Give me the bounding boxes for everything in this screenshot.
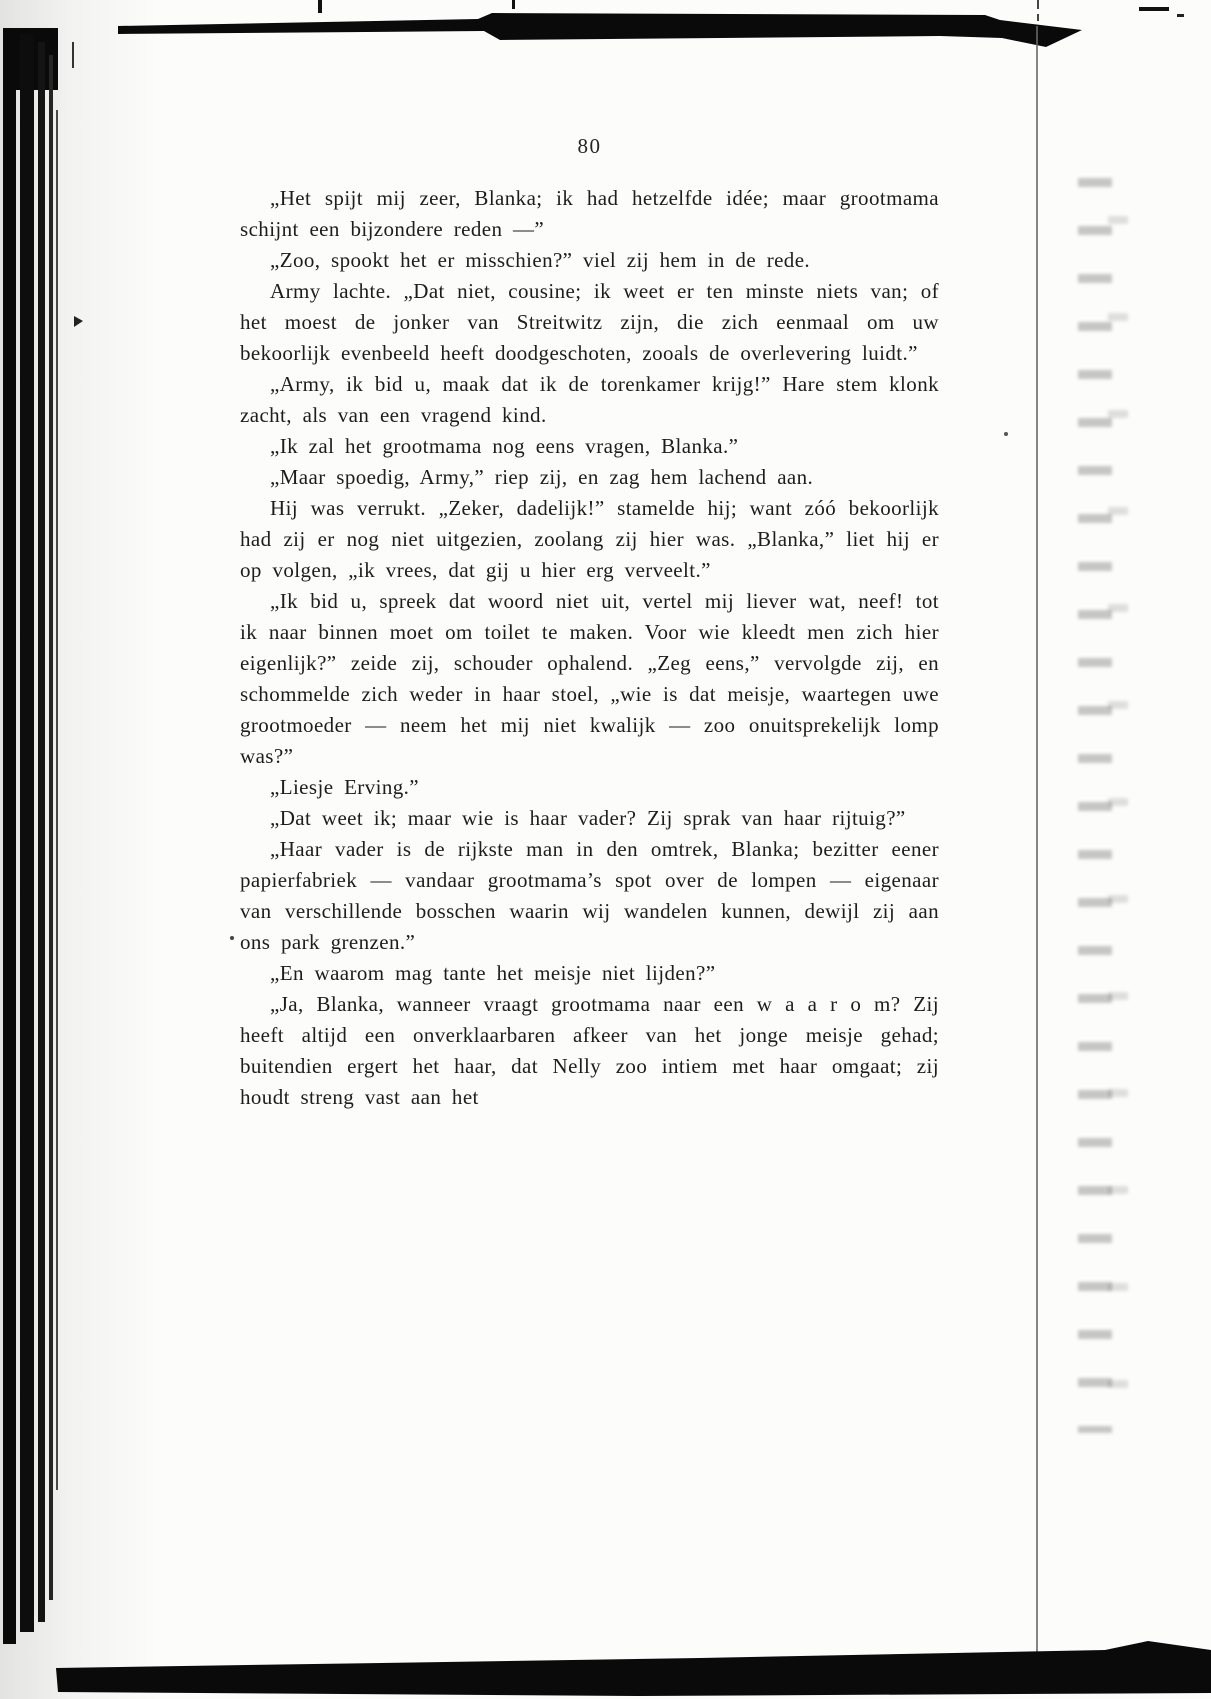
paragraph: Army lachte. „Dat niet, cousine; ik weet er ten minste niets van; of het moest de jonker van Streitwitz zijn, die zich eenmaal om uw bekoorlijk evenbeeld heeft doodgeschoten, zooals de overlevering luidt.” [240,279,939,365]
bleedthrough-text-marks [1078,178,1132,1433]
paragraph: „Het spijt mij zeer, Blanka; ik had hetzelfde idée; maar grootmama schijnt een bijzondere reden —” [240,186,939,241]
page-fold-dash-2 [1037,14,1039,21]
page-number: 80 [577,134,602,158]
paragraph: „Army, ik bid u, maak dat ik de torenkamer krijg!” Hare stem klonk zacht, als van een vragend kind. [240,372,939,427]
scan-artifact-top-strip [118,13,1082,47]
paragraph: „Ja, Blanka, wanneer vraagt grootmama naar een w a a r o m? Zij heeft altijd een onverklaarbaren afkeer van het jonge meisje gehad; buitendien ergert het haar, dat Nelly zoo intiem met haar omgaat; zij houdt streng vast aan het [240,992,939,1109]
text-block [240,183,939,1113]
scan-artifact-bottom-strip [56,1641,1211,1696]
binding-bar-3 [38,42,45,1622]
scan-speck-top-right-dot [1177,14,1184,17]
paragraph: „Ik zal het grootmama nog eens vragen, Blanka.” [270,434,739,458]
paragraph: „Liesje Erving.” [270,775,420,799]
ink-speck-1 [1004,432,1008,436]
paragraph: Hij was verrukt. „Zeker, dadelijk!” stamelde hij; want zóó bekoorlijk had zij er nog niet uitgezien, zoolang zij hier was. „Blanka,” liet hij er op volgen, „ik vrees, dat gij u hier erg verveelt.” [240,496,939,582]
scan-speck-top-1 [318,0,322,13]
paragraph: „Ik bid u, spreek dat woord niet uit, vertel mij liever wat, neef! tot ik naar binnen moet om toilet te maken. Voor wie kleedt men zich hier eigenlijk?” zeide zij, schouder ophalend. „Zeg eens,” vervolgde zij, en schommelde zich weder in haar stoel, „wie is dat meisje, waartegen uwe grootmoeder — neem het mij niet kwalijk — zoo onuitsprekelijk lomp was?” [240,589,939,768]
paragraph: „Dat weet ik; maar wie is haar vader? Zij sprak van haar rijtuig?” [270,806,906,830]
binding-bar-4 [49,55,53,1600]
binding-tick [72,42,74,68]
binding-arrow-mark [74,316,83,327]
scan-speck-top-2 [512,0,515,9]
binding-bar-blob [3,28,58,90]
paragraph: „Zoo, spookt het er misschien?” viel zij hem in de rede. [270,248,811,272]
page-fold-dash-1 [1037,0,1039,9]
paragraph: „Haar vader is de rijkste man in den omtrek, Blanka; bezitter eener papierfabriek — vandaar grootmama’s spot over de lompen — eigenaar van verschillende bosschen waarin wij wandelen kunnen, dewijl zij aan ons park grenzen.” [240,837,939,954]
binding-bar-1 [3,28,16,1644]
scan-speck-top-right-dash [1139,7,1169,11]
ink-speck-2 [230,936,234,940]
paragraph: „En waarom mag tante het meisje niet lijden?” [270,961,716,985]
page-fold-line [1036,26,1038,1672]
binding-shadow-gradient [0,0,170,1699]
paragraph: „Maar spoedig, Army,” riep zij, en zag hem lachend aan. [270,465,814,489]
binding-bar-2 [20,34,34,1632]
binding-bar-5 [56,110,58,1490]
